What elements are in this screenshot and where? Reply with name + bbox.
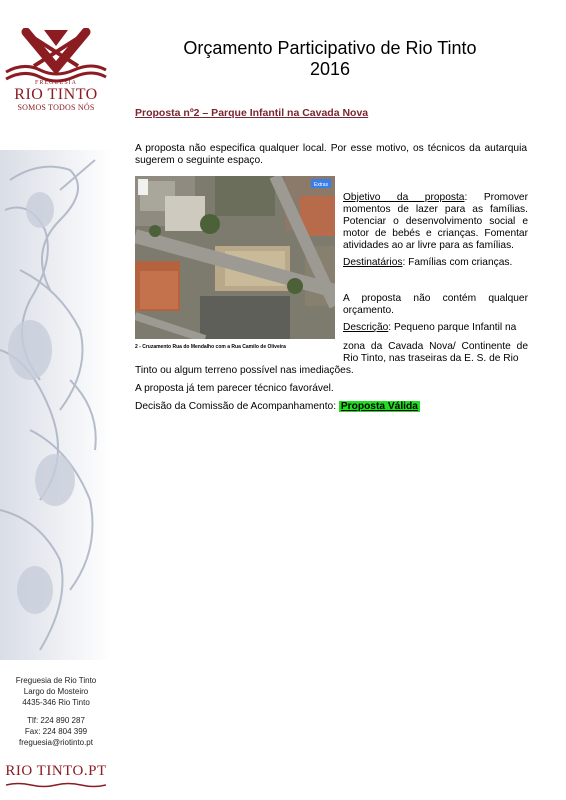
contact-name: Freguesia de Rio Tinto [15,676,97,685]
contact-fax: Fax: 224 804 399 [24,727,88,736]
recipients-paragraph [343,257,528,269]
description-paragraph [343,322,528,334]
objective-label: Objetivo da proposta [343,192,465,203]
description-label: Descrição [343,322,389,333]
logo-small-text: FREGUESIA [34,80,77,86]
intro-paragraph: A proposta não especifica qualquer local. Por esse motivo, os técnicos da autarquia sugerem o seguinte espaço. [135,143,527,166]
logo-name: RIO TINTO [14,86,98,103]
contact-phone: Tlf: 224 890 287 [27,716,85,725]
page-title [140,38,520,80]
objective-text: : Promover momentos de lazer para as famílias. Potenciar o desenvolvimento social e motor de bebés e crianças. Fomentar atividades ao ar livre para as famílias. [343,192,528,251]
rio-tinto-logo [4,28,108,114]
recipients-label: Destinatários [343,257,403,268]
description-continued: zona da Cavada Nova/ Continente de Rio Tinto, nas traseiras da E. S. de Rio [343,341,528,364]
logo-slogan: SOMOS TODOS NÓS [17,103,95,112]
description-end: Tinto ou algum terreno possível nas imediações. [135,365,354,376]
proposal-heading: Proposta nº2 – Parque Infantil na Cavada Nova [135,107,369,119]
technical-opinion: A proposta já tem parecer técnico favorável. [135,383,334,394]
map-image [135,176,335,339]
azulejo-illustration [0,150,112,660]
footer-brand: RIO TINTO.PT [5,763,107,779]
page-title-line1: Orçamento Participativo de Rio Tinto [183,38,477,58]
contact-block [0,675,112,748]
contact-postcode: 4435-346 Rio Tinto [22,698,90,707]
aerial-map [135,176,335,339]
map-caption: 2 - Cruzamento Rua do Mendalho com a Rua Camilo de Oliveira [135,344,286,350]
description-text: : Pequeno parque Infantil na [388,322,517,333]
recipients-text: : Famílias com crianças. [402,257,513,268]
map-extras-button[interactable]: Extras [313,182,329,188]
decision-line [135,401,527,413]
crest-icon [4,28,108,83]
budget-paragraph: A proposta não contém qualquer orçamento. [343,293,528,316]
decision-status-badge: Proposta Válida [340,401,418,412]
decision-label: Decisão da Comissão de Acompanhamento: [135,401,339,412]
footer-wave-icon [6,782,106,788]
contact-street: Largo do Mosteiro [23,687,89,696]
contact-email: freguesia@riotinto.pt [19,738,93,747]
page-title-line2: 2016 [309,59,351,79]
objective-paragraph [343,192,528,252]
sidebar [0,0,115,800]
